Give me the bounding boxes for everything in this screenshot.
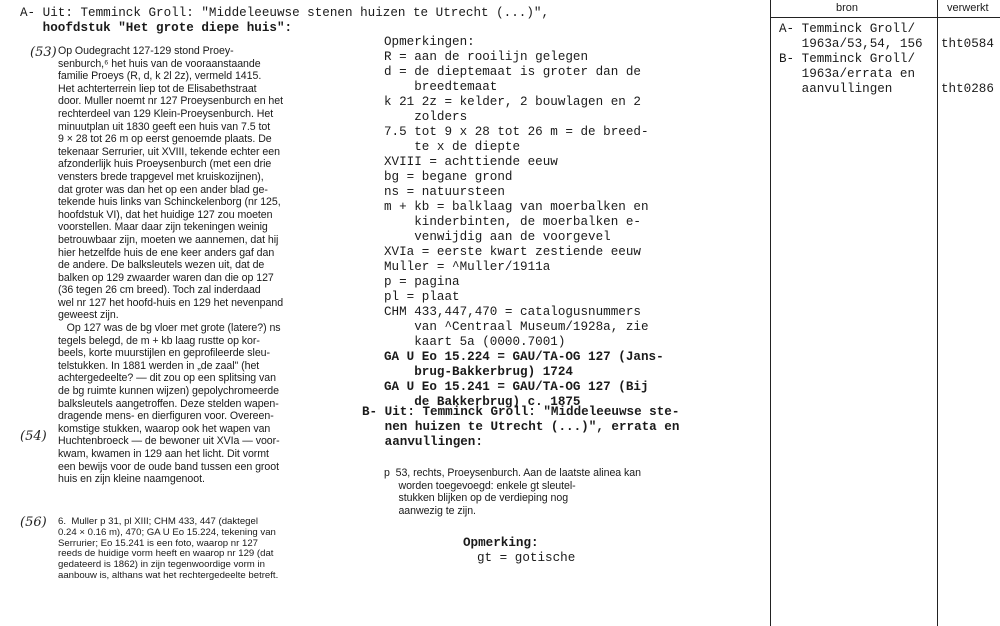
paragraph-line: een bewijs voor de oude band tussen een groot (58, 460, 279, 473)
opmerking-line: pl = plaat (384, 290, 460, 304)
opmerking-line: venwijdig aan de voorgevel (384, 230, 611, 244)
paragraph-line: (36 tegen 26 cm breed). Toch zal inderdaad (58, 284, 261, 297)
paragraph-line: familie Proeys (R, d, k 2l 2z), vermeld 1415. (58, 70, 262, 83)
header-line-2: hoofdstuk "Het grote diepe huis": (20, 21, 293, 35)
bron-entries (779, 22, 923, 97)
margin-note-53: (53) (30, 45, 57, 60)
paragraph-line: Het achterterrein liep tot de Elisabethstraat (58, 82, 257, 95)
paragraph-line: hier hetzelfde huis de ene keer anders gaf dan (58, 246, 275, 259)
paragraph-line: senburch,⁶ het huis van de vooraanstaande (58, 57, 261, 70)
section-b-line: aanvullingen: (362, 435, 483, 449)
paragraph-line: de bg ruimte kunnen wijzen) gepolychromeerde (58, 385, 279, 398)
footnote (58, 517, 278, 582)
section-b-line: B- Uit: Temminck Groll: "Middeleeuwse ste- (362, 405, 680, 419)
column-header-bron: bron (836, 2, 859, 14)
paragraph-line: dragende mens- en dierfiguren voor. Overeen- (58, 410, 274, 423)
opmerking-line: m + kb = balklaag van moerbalken en (384, 200, 649, 214)
paragraph-line: betrouwbaar zijn, moeten we aannemen, dat hij (58, 233, 279, 246)
bron-line: 1963a/53,54, 156 (779, 37, 923, 51)
opmerking-line: k 21 2z = kelder, 2 bouwlagen en 2 (384, 95, 641, 109)
paragraph-line: hoofdstuk VI), dat het huidige 127 zou moeten (58, 208, 273, 221)
footnote-line: 6. Muller p 31, pl XIII; CHM 433, 447 (daktegel (58, 516, 258, 527)
opmerking-line: zolders (384, 110, 468, 124)
bron-line: A- Temminck Groll/ (779, 22, 916, 36)
paragraph-line: balksleutels aangetroffen. Deze stelden wapen- (58, 397, 279, 410)
opmerking-line: R = aan de rooilijn gelegen (384, 50, 589, 64)
opmerking-line: 7.5 tot 9 x 28 tot 26 m = de breed- (384, 125, 649, 139)
opmerking-line: kinderbinten, de moerbalken e- (384, 215, 641, 229)
column-header-verwerkt: verwerkt (947, 2, 989, 14)
opmerking-title: Opmerking: (463, 536, 539, 550)
opmerkingen-list (384, 50, 664, 410)
section-b-heading (362, 405, 679, 450)
footnote-line: reeds de huidige vorm heeft en waarop nr 129 (dat (58, 548, 274, 560)
paragraph-line: vensters brede trapgevel met kruiskozijnen), (58, 170, 264, 183)
verwerkt-entry-2: tht0286 (941, 82, 994, 96)
bron-line: B- Temminck Groll/ (779, 52, 916, 66)
opmerking-line: GA U Eo 15.241 = GAU/TA-OG 127 (Bij (384, 380, 649, 394)
opmerkingen-title: Opmerkingen: (384, 35, 475, 49)
footnote-line: aanbouw is, althans wat het rechtergedeelte betreft. (58, 569, 279, 581)
opmerking-line: te x de diepte (384, 140, 521, 154)
opmerking-line: XVIII = achttiende eeuw (384, 155, 558, 169)
paragraph-line: tegels belegd, de m + kb laag rustte op kor- (58, 334, 260, 347)
opmerking-line: XVIa = eerste kwart zestiende eeuw (384, 245, 641, 259)
bron-line: 1963a/errata en (779, 67, 916, 81)
paragraph-line: komstige stukken, waarop ook het wapen van (58, 422, 271, 435)
paragraph-line: huis en zijn kleine naamgenoot. (58, 473, 205, 486)
paragraph-line: dat groter was dan het op een ander blad ge- (58, 183, 268, 196)
paragraph-line: tekenaar Serrurier, uit XVIII, tekende echter een (58, 145, 280, 158)
paragraph-line: tekende huis links van Schinckelenborg (nr 125, (58, 196, 281, 209)
opmerking-line: ns = natuursteen (384, 185, 505, 199)
paragraph-line: wel nr 127 het hoofd-huis en 129 het nevenpand (58, 296, 284, 309)
paragraph-line: kwam, kwamen in 129 aan het licht. Dit vormt (58, 448, 269, 460)
paragraph-line: Huchtenbroeck — de bewoner uit XVIa — voor- (58, 435, 280, 448)
footnote-line: Serrurier; Eo 15.241 is een foto, waarop nr 127 (58, 537, 258, 549)
erratum-line: stukken blijken op de verdieping nog (384, 492, 569, 505)
section-b-line: nen huizen te Utrecht (...)", errata en (362, 420, 680, 434)
footnote-line: gedateerd is 1862) in zijn tegenwoordige vorm in (58, 559, 265, 571)
margin-note-54: (54) (20, 429, 47, 444)
opmerking-line: van ^Centraal Museum/1928a, zie (384, 320, 649, 334)
erratum-line: aanwezig te zijn. (384, 504, 476, 517)
erratum-text (384, 467, 641, 517)
opmerking-line: bg = begane grond (384, 170, 513, 184)
opmerking-text: gt = gotische (477, 551, 576, 565)
paragraph-line: 9 × 28 tot 26 m op eerst genoemde plaats. De (58, 133, 272, 146)
opmerking-line: d = de dieptemaat is groter dan de (384, 65, 641, 79)
paragraph-line: de andere. De balksleutels wezen uit, dat de (58, 259, 265, 272)
paragraph-line: balken op 129 zwaarder waren dan die op 127 (58, 271, 274, 284)
table-header-rule (770, 17, 1000, 18)
paragraph-line: geweest zijn. (58, 309, 119, 322)
verwerkt-entry-1: tht0584 (941, 37, 994, 51)
table-left-border (770, 0, 771, 626)
paragraph-line: afzonderlijk huis Proeysenburch (met een drie (58, 158, 272, 171)
paragraph-line: achtergedeelte? — dit zou op een splitsing van (58, 372, 276, 385)
table-column-divider (937, 0, 938, 626)
opmerking-line: kaart 5a (0000.7001) (384, 335, 566, 349)
main-paragraph (58, 45, 283, 486)
opmerking-line: p = pagina (384, 275, 460, 289)
paragraph-line: Op Oudegracht 127-129 stond Proey- (58, 45, 234, 57)
paragraph-line: door. Muller noemt nr 127 Proeysenburch en het (58, 95, 284, 108)
paragraph-line: rechterdeel van 129 Klein-Proeysenburch. Het (58, 107, 274, 120)
paragraph-line: Op 127 was de bg vloer met grote (latere?) ns (58, 322, 281, 335)
erratum-line: p 53, rechts, Proeysenburch. Aan de laatste alinea kan (384, 467, 641, 479)
paragraph-line: voorstellen. Maar daar zijn tekeningen weinig (58, 221, 268, 234)
erratum-line: worden toegevoegd: enkele gt sleutel- (384, 479, 576, 492)
opmerking-line: CHM 433,447,470 = catalogusnummers (384, 305, 641, 319)
paragraph-line: beels, korte muurstijlen en geprofileerde sleu- (58, 347, 270, 360)
opmerking-line: Muller = ^Muller/1911a (384, 260, 551, 274)
bron-line: aanvullingen (779, 82, 893, 96)
margin-note-56: (56) (20, 515, 47, 530)
footnote-line: 0.24 × 0.16 m), 470; GA U Eo 15.224, tekening van (58, 526, 276, 538)
paragraph-line: minuutplan uit 1830 geeft een huis van 7.5 tot (58, 120, 271, 133)
opmerking-line: de Bakkerbrug) c. 1875 (384, 395, 581, 409)
opmerking-line: breedtemaat (384, 80, 498, 94)
opmerking-line: brug-Bakkerbrug) 1724 (384, 365, 573, 379)
opmerking-line: GA U Eo 15.224 = GAU/TA-OG 127 (Jans- (384, 350, 664, 364)
paragraph-line: telstukken. In 1881 werden in „de zaal" (het (58, 359, 260, 372)
header-line-1: A- Uit: Temminck Groll: "Middeleeuwse stenen huizen te Utrecht (...)", (20, 6, 550, 20)
